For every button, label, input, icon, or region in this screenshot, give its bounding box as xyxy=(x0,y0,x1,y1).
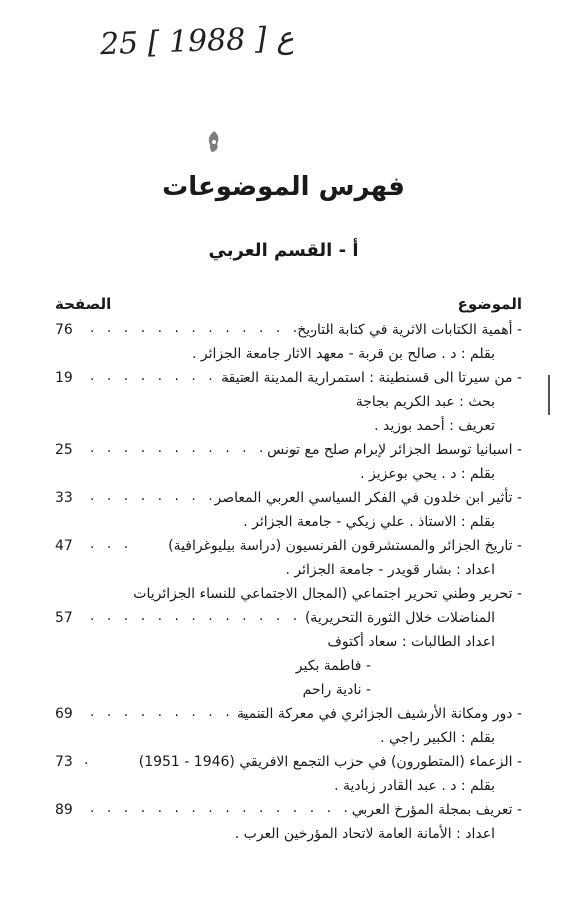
handwritten-reference: 25 ع [ 1988 ] xyxy=(99,20,295,63)
toc-entry-title: - أهمية الكتابات الاثرية في كتابة التاريخ xyxy=(297,322,522,338)
toc-entry-title: - تأثير ابن خلدون في الفكر السياسي العربي المعاصر xyxy=(214,490,522,506)
toc-entry-author: بقلم : د . عبد القادر زبادية . xyxy=(334,778,495,794)
toc-entry-title-continued: المناضلات خلال الثورة التحريرية) xyxy=(304,610,495,626)
leader-dots: . . . . . . . . xyxy=(90,488,217,504)
toc-entry-author: بحث : عبد الكريم بجاجة xyxy=(355,394,495,410)
leader-dots: . . . . . . . . . . . xyxy=(90,704,268,720)
toc-entry-author: - فاطمة بكير xyxy=(295,658,371,674)
toc-entry-author: بقلم : د . يحي بوعزيز . xyxy=(360,466,495,482)
leader-dots: . . . . . . . . . . . . . . . xyxy=(90,320,336,336)
leader-dots: . . . . . . . . . . . . . xyxy=(90,440,302,456)
toc-entry-author: بقلم : الكبير راجي . xyxy=(380,730,495,746)
toc-entry-author: اعداد الطالبات : سعاد أكتوف xyxy=(327,634,495,650)
toc-entry-title: - تاريخ الجزائر والمستشرقون الفرنسيون (دراسة بيليوغرافية) xyxy=(168,538,522,554)
toc-entry-author: - نادية راحم xyxy=(302,682,371,698)
toc-entry-page: 69 xyxy=(55,706,73,722)
leader-dots: . . . xyxy=(90,536,133,552)
leader-dots: . xyxy=(84,752,93,768)
page-title: فهرس الموضوعات xyxy=(162,172,405,202)
toc-entry-author: اعداد : بشار قويدر - جامعة الجزائر . xyxy=(285,562,495,578)
toc-entry-title: - تحرير وطني تحرير اجتماعي (المجال الاجتماعي للنساء الجزائريات xyxy=(133,586,522,602)
toc-entry-author: اعداد : الأمانة العامة لاتحاد المؤرخين العرب . xyxy=(234,826,495,842)
toc-entry-title: - دور ومكانة الأرشيف الجزائري في معركة التنمية xyxy=(236,706,522,722)
toc-entry-title: - من سيرتا الى قسنطينة : استمرارية المدينة العتيقة xyxy=(221,370,522,386)
leader-dots: . . . . . . . . . . . . . . xyxy=(90,608,319,624)
toc-entry-page: 19 xyxy=(55,370,73,386)
leader-dots: . . . . . . . . . . xyxy=(90,368,251,384)
toc-entry-page: 76 xyxy=(55,322,73,338)
toc-entry-author: بقلم : د . صالح بن قربة - معهد الاثار جامعة الجزائر . xyxy=(191,346,495,362)
toc-entry-title: - اسبانيا توسط الجزائر لإبرام صلح مع تونس xyxy=(267,442,522,458)
section-heading: أ - القسم العربي xyxy=(208,240,359,261)
toc-entry-page: 33 xyxy=(55,490,73,506)
ink-smudge-icon xyxy=(206,130,222,154)
leader-dots: . . . . . . . . . . . . . . . . . . xyxy=(90,800,386,816)
toc-entry-page: 25 xyxy=(55,442,73,458)
toc-entries xyxy=(0,318,567,858)
toc-entry-title: - تعريف بمجلة المؤرخ العربي xyxy=(351,802,522,818)
toc-entry-page: 57 xyxy=(55,610,73,626)
toc-entry-page: 73 xyxy=(55,754,73,770)
column-header-topic: الموضوع xyxy=(457,295,522,313)
toc-entry-author: تعريف : أحمد بوزيد . xyxy=(374,418,495,434)
toc-entry-title: - الزعماء (المتطورون) في حزب التجمع الافريقي (1946 - 1951) xyxy=(138,754,522,770)
toc-entry-page: 89 xyxy=(55,802,73,818)
toc-entry-page: 47 xyxy=(55,538,73,554)
toc-entry-author: بقلم : الاستاذ . علي زيكي - جامعة الجزائر . xyxy=(243,514,495,530)
column-header-page: الصفحة xyxy=(55,295,112,313)
